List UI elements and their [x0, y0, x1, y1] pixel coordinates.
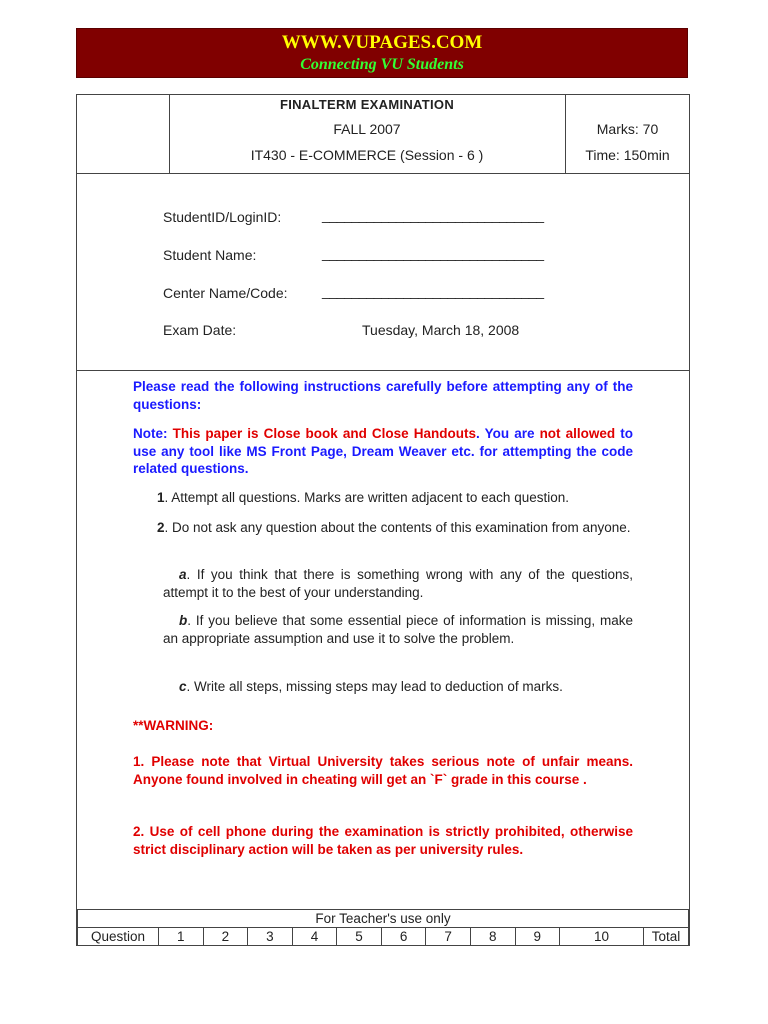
- question-col-8: 8: [470, 928, 515, 946]
- subrule-c: [163, 678, 633, 696]
- exam-date-label: Exam Date:: [163, 322, 237, 338]
- rule-1: [157, 489, 637, 507]
- note-label: Note:: [133, 426, 168, 441]
- teacher-marks-table: [77, 909, 689, 946]
- question-col-1: 1: [159, 928, 204, 946]
- question-col-9: 9: [515, 928, 560, 946]
- question-col-4: 4: [292, 928, 337, 946]
- exam-title: FINALTERM EXAMINATION: [279, 97, 455, 112]
- instructions-intro: Please read the following instructions carefully before attempting any of the questions:: [133, 379, 633, 412]
- rule-1-number: 1: [157, 490, 165, 505]
- question-header: Question: [78, 928, 159, 946]
- student-id-blank: ______________________________: [322, 207, 544, 223]
- question-col-5: 5: [337, 928, 382, 946]
- exam-marks: Marks: 70: [596, 121, 659, 137]
- subrule-a-letter: a: [179, 567, 187, 582]
- subrule-a: [163, 566, 633, 601]
- teacher-table-header-row: [78, 928, 689, 946]
- question-col-2: 2: [203, 928, 248, 946]
- exam-header: [77, 95, 689, 174]
- site-name: WWW.VUPAGES.COM: [281, 32, 483, 53]
- header-logo-cell: [77, 95, 170, 173]
- warning-item-1: 1. Please note that Virtual University takes serious note of unfair means. Anyone found involved in cheating will get an `F` grade in this course .: [133, 754, 633, 787]
- site-banner: [76, 28, 688, 78]
- rule-2: [129, 519, 634, 537]
- section-divider: [77, 370, 689, 371]
- header-info-cell: [169, 95, 566, 173]
- warning-item-2: 2. Use of cell phone during the examination is strictly prohibited, otherwise strict disciplinary action will be taken as per university rules.: [133, 824, 633, 857]
- student-name-blank: ______________________________: [322, 245, 544, 261]
- center-name-label: Center Name/Code:: [163, 285, 288, 301]
- header-marks-cell: [566, 95, 689, 173]
- exam-time: Time: 150min: [585, 147, 670, 163]
- subrule-a-text: . If you think that there is something wrong with any of the questions, attempt it to the best of your understanding.: [163, 567, 633, 600]
- subrule-b-text: . If you believe that some essential piece of information is missing, make an appropriate assumption and use it to solve the problem.: [163, 613, 633, 646]
- exam-date-value: Tuesday, March 18, 2008: [362, 322, 520, 338]
- student-id-label: StudentID/LoginID:: [163, 209, 282, 225]
- note-close-book: This paper is Close book and Close Handouts: [172, 426, 477, 441]
- exam-paper: [76, 94, 690, 946]
- question-col-7: 7: [426, 928, 471, 946]
- warning-title: **WARNING:: [133, 718, 214, 733]
- note-mid: . You are: [476, 426, 540, 441]
- question-col-3: 3: [248, 928, 293, 946]
- rule-1-text: . Attempt all questions. Marks are written adjacent to each question.: [164, 490, 569, 505]
- note-not-allowed: not allowed: [539, 426, 616, 441]
- teacher-table-caption: For Teacher's use only: [78, 910, 689, 928]
- exam-term: FALL 2007: [333, 121, 401, 137]
- subrule-b-letter: b: [179, 613, 188, 628]
- student-name-label: Student Name:: [163, 247, 257, 263]
- subrule-c-text: . Write all steps, missing steps may lead to deduction of marks.: [186, 679, 563, 694]
- note-rest: to use any tool like MS Front Page, Dream Weaver etc. for attempting the code related questions.: [133, 426, 633, 476]
- note-paragraph: [133, 425, 633, 478]
- question-col-10: 10: [560, 928, 644, 946]
- site-tagline: Connecting VU Students: [300, 56, 464, 73]
- subrule-c-letter: c: [179, 679, 187, 694]
- rule-2-text: . Do not ask any question about the contents of this examination from anyone.: [164, 520, 631, 535]
- total-header: Total: [644, 928, 689, 946]
- question-col-6: 6: [381, 928, 426, 946]
- rule-2-number: 2: [157, 520, 165, 535]
- subrule-b: [163, 612, 633, 647]
- exam-course: IT430 - E-COMMERCE (Session - 6 ): [250, 147, 484, 163]
- center-name-blank: ______________________________: [322, 283, 544, 299]
